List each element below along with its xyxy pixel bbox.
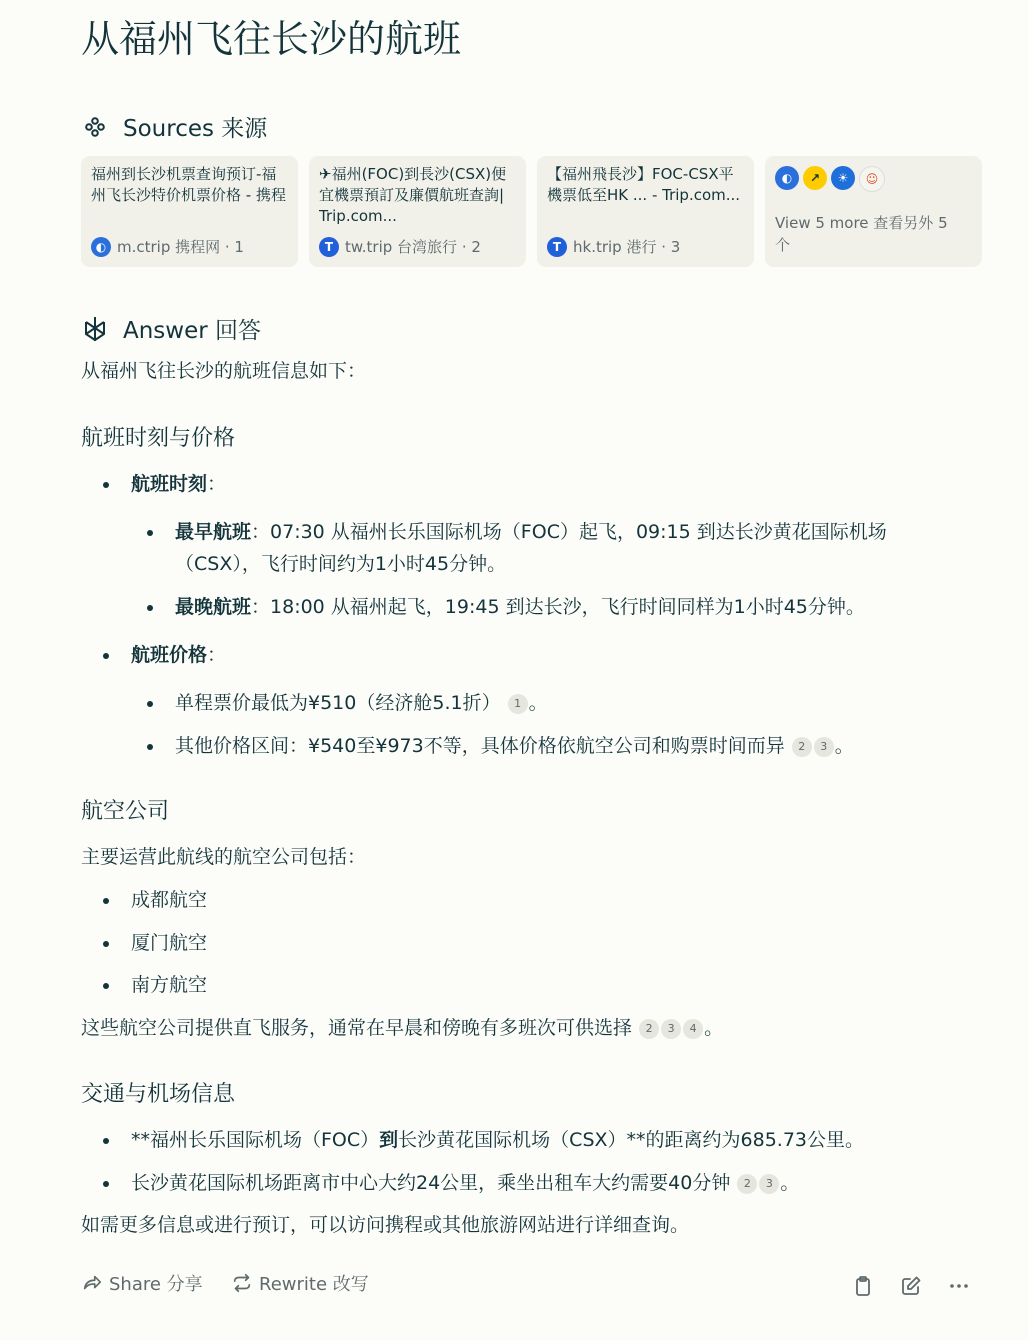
source-card-meta bbox=[547, 236, 680, 257]
period: 。 bbox=[834, 735, 854, 757]
transport-item-1-b: 到 bbox=[379, 1129, 399, 1151]
page-title: 从福州飞往长沙的航班 bbox=[81, 17, 462, 61]
citation-1[interactable]: 1 bbox=[508, 694, 528, 714]
period: 。 bbox=[780, 1172, 800, 1194]
colon: ： bbox=[207, 644, 227, 666]
ctrip-icon: ◐ bbox=[775, 166, 799, 190]
price-1-text: 单程票价最低为¥510（经济舱5.1折） bbox=[175, 692, 501, 714]
list-item-price-1 bbox=[175, 687, 548, 719]
source-card-site: tw.trip 台湾旅行 · 2 bbox=[345, 238, 481, 256]
answer-heading-label: Answer 回答 bbox=[123, 318, 262, 344]
answer-icon bbox=[81, 315, 109, 343]
closing-text: 如需更多信息或进行预订，可以访问携程或其他旅游网站进行详细查询。 bbox=[81, 1214, 690, 1236]
source-cards bbox=[81, 156, 982, 267]
airline-item: 厦门航空 bbox=[131, 927, 207, 959]
ctrip-icon: ◐ bbox=[91, 237, 111, 257]
trip-icon: T bbox=[547, 237, 567, 257]
view-more-sources-card[interactable] bbox=[765, 156, 982, 267]
edit-icon[interactable] bbox=[899, 1274, 923, 1298]
list-item-earliest bbox=[175, 516, 975, 580]
share-icon bbox=[81, 1272, 103, 1294]
earliest-label: 最早航班 bbox=[175, 521, 252, 543]
section-airlines-title: 航空公司 bbox=[81, 799, 170, 824]
list-item-price-2 bbox=[175, 730, 854, 762]
citation-4[interactable]: 4 bbox=[683, 1019, 703, 1039]
mascot-logo-icon: ☺ bbox=[859, 166, 885, 192]
transport-item-2 bbox=[131, 1167, 799, 1199]
citation-2[interactable]: 2 bbox=[792, 737, 812, 757]
sources-heading-label: Sources 来源 bbox=[123, 116, 268, 142]
airlines-note-text: 这些航空公司提供直飞服务，通常在早晨和傍晚有多班次可供选择 bbox=[81, 1017, 633, 1039]
citation-2[interactable]: 2 bbox=[639, 1019, 659, 1039]
answer-actions bbox=[81, 1270, 981, 1302]
latest-text: ：18:00 从福州起飞，19:45 到达长沙，飞行时间同样为1小时45分钟。 bbox=[251, 596, 865, 618]
source-card-site: m.ctrip 携程网 · 1 bbox=[117, 238, 244, 256]
share-button[interactable] bbox=[81, 1270, 203, 1296]
citation-2[interactable]: 2 bbox=[737, 1174, 757, 1194]
source-card-site: hk.trip 港行 · 3 bbox=[573, 238, 681, 256]
share-label: Share 分享 bbox=[109, 1274, 203, 1295]
more-options-icon[interactable] bbox=[947, 1274, 971, 1298]
copy-icon[interactable] bbox=[851, 1274, 875, 1298]
citation-3[interactable]: 3 bbox=[661, 1019, 681, 1039]
period: 。 bbox=[704, 1017, 724, 1039]
list-item-latest bbox=[175, 591, 865, 623]
source-card-3[interactable] bbox=[537, 156, 754, 267]
section-flight-times-title: 航班时刻与价格 bbox=[81, 426, 236, 451]
rewrite-button[interactable] bbox=[231, 1270, 369, 1296]
trip-icon: T bbox=[319, 237, 339, 257]
transport-item-1-a: **福州长乐国际机场（FOC） bbox=[131, 1129, 380, 1151]
airline-item: 成都航空 bbox=[131, 884, 207, 916]
citation-3[interactable]: 3 bbox=[814, 737, 834, 757]
list-item-price bbox=[131, 639, 226, 671]
schedule-label: 航班时刻 bbox=[131, 473, 208, 495]
transport-item-2-text: 长沙黄花国际机场距离市中心大约24公里，乘坐出租车大约需要40分钟 bbox=[131, 1172, 731, 1194]
source-card-title: 福州到长沙机票查询预订-福州飞长沙特价机票价格 - 携程 bbox=[91, 165, 286, 204]
transport-item-1-c: 长沙黄花国际机场（CSX）**的距离约为685.73公里。 bbox=[398, 1129, 864, 1151]
source-card-1[interactable] bbox=[81, 156, 298, 267]
arrow-logo-icon: ↗ bbox=[803, 166, 827, 190]
sources-icon bbox=[81, 113, 109, 141]
source-card-meta bbox=[319, 236, 481, 257]
more-sources-icons bbox=[775, 166, 972, 192]
list-item-schedule bbox=[131, 468, 226, 500]
latest-label: 最晚航班 bbox=[175, 596, 252, 618]
source-card-2[interactable] bbox=[309, 156, 526, 267]
airline-item: 南方航空 bbox=[131, 969, 207, 1001]
price-2-text: 其他价格区间：¥540至¥973不等，具体价格依航空公司和购票时间而异 bbox=[175, 735, 785, 757]
transport-item-1 bbox=[131, 1124, 864, 1156]
sources-heading bbox=[81, 110, 267, 143]
price-label: 航班价格 bbox=[131, 644, 208, 666]
rewrite-label: Rewrite 改写 bbox=[259, 1274, 369, 1295]
airline-logo-icon: ☀ bbox=[831, 166, 855, 190]
airlines-note bbox=[81, 1013, 723, 1043]
view-more-label: View 5 more 查看另外 5 个 bbox=[775, 214, 948, 254]
airlines-intro: 主要运营此航线的航空公司包括： bbox=[81, 846, 367, 868]
colon: ： bbox=[207, 473, 227, 495]
answer-intro: 从福州飞往长沙的航班信息如下： bbox=[81, 360, 367, 382]
section-transport-title: 交通与机场信息 bbox=[81, 1082, 236, 1107]
period: 。 bbox=[528, 692, 548, 714]
source-card-meta bbox=[91, 236, 244, 257]
answer-heading bbox=[81, 312, 261, 345]
source-card-title: 【福州飛長沙】FOC-CSX平機票低至HK ... - Trip.com... bbox=[547, 165, 741, 204]
earliest-text-2: （CSX），飞行时间约为1小时45分钟。 bbox=[175, 553, 507, 575]
rewrite-icon bbox=[231, 1272, 253, 1294]
earliest-text: ：07:30 从福州长乐国际机场（FOC）起飞，09:15 到达长沙黄花国际机场 bbox=[251, 521, 887, 543]
source-card-title: ✈福州(FOC)到長沙(CSX)便宜機票預訂及廉價航班查詢| Trip.com... bbox=[319, 165, 507, 225]
citation-3[interactable]: 3 bbox=[759, 1174, 779, 1194]
